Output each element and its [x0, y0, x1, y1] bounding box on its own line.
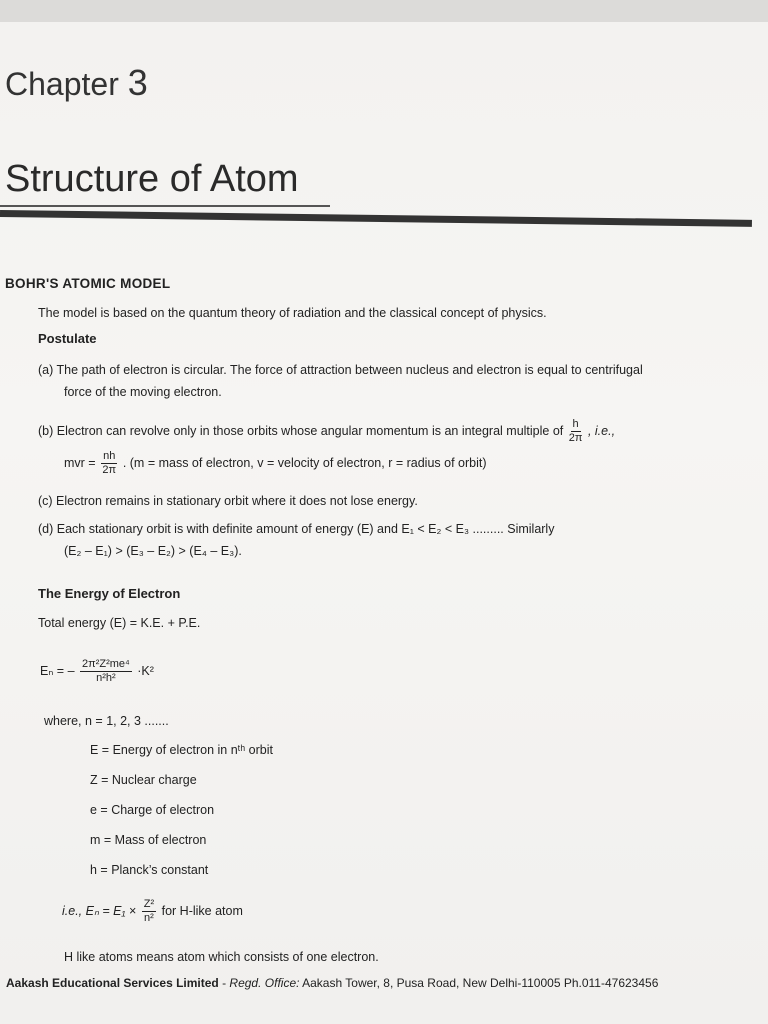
ie-text: , i.e.,: [587, 423, 616, 438]
page-title: Structure of Atom: [5, 158, 299, 200]
fraction-numerator: Z²: [143, 898, 155, 910]
en-tail: ·K²: [137, 663, 154, 678]
def-planck: h = Planck’s constant: [90, 863, 209, 877]
ie-tail: for H-like atom: [161, 903, 243, 918]
postulate-b: [38, 418, 615, 445]
fraction-denominator: n²h²: [96, 672, 116, 684]
page-top-strip: [0, 0, 768, 22]
postulate-a-line1: (a) The path of electron is circular. The force of attraction between nucleus and electron is equal to centrifugal: [38, 363, 643, 377]
h-over-2pi-fraction: [569, 418, 583, 445]
en-lhs: Eₙ = –: [40, 663, 75, 678]
nh-over-2pi-fraction: [101, 450, 117, 477]
chapter-number: 3: [127, 62, 148, 103]
energy-equation: [40, 658, 154, 685]
energy-heading: The Energy of Electron: [38, 586, 181, 601]
mvr-note: . (m = mass of electron, v = velocity of electron, r = radius of orbit): [122, 455, 487, 470]
intro-text: The model is based on the quantum theory of radiation and the classical concept of physics.: [38, 306, 547, 320]
mvr-lhs: mvr =: [64, 455, 96, 470]
energy-fraction: [80, 658, 132, 685]
where-line: where, n = 1, 2, 3 .......: [44, 714, 169, 728]
def-z: Z = Nuclear charge: [90, 773, 197, 787]
fraction-denominator: 2π: [568, 432, 583, 444]
postulate-label: Postulate: [38, 331, 97, 346]
title-underline-thin: [0, 205, 330, 207]
hlike-note: H like atoms means atom which consists of one electron.: [64, 950, 379, 964]
postulate-d-line2: (E₂ – E₁) > (E₃ – E₂) > (E₄ – E₃).: [64, 544, 242, 558]
page-footer: [6, 976, 658, 990]
hlike-equation: [62, 898, 243, 925]
def-mass: m = Mass of electron: [90, 833, 207, 847]
def-charge: e = Charge of electron: [90, 803, 215, 817]
fraction-numerator: nh: [103, 450, 116, 462]
total-energy: Total energy (E) = K.E. + P.E.: [38, 616, 201, 630]
postulate-b-text: (b) Electron can revolve only in those orbits whose angular momentum is an integral multiple of: [38, 423, 564, 438]
z2-over-n2-fraction: [142, 898, 156, 925]
postulate-c: (c) Electron remains in stationary orbit where it does not lose energy.: [38, 494, 418, 508]
section-heading: BOHR'S ATOMIC MODEL: [5, 276, 171, 291]
chapter-heading: [5, 62, 148, 104]
fraction-numerator: h: [572, 418, 579, 430]
footer-separator: -: [218, 976, 230, 990]
footer-address: Aakash Tower, 8, Pusa Road, New Delhi-110005 Ph.011-47623456: [299, 976, 659, 990]
ie-lhs: i.e., Eₙ = E₁ ×: [62, 903, 137, 918]
mvr-equation: [64, 450, 487, 477]
chapter-word: Chapter: [5, 66, 119, 102]
postulate-a-line2: force of the moving electron.: [64, 385, 222, 399]
footer-org: Aakash Educational Services Limited: [6, 976, 219, 990]
footer-office-label: Regd. Office:: [229, 976, 300, 990]
fraction-denominator: 2π: [102, 464, 117, 476]
postulate-d-line1: (d) Each stationary orbit is with definite amount of energy (E) and E₁ < E₂ < E₃ ......... Similarly: [38, 522, 555, 536]
fraction-denominator: n²: [144, 912, 154, 924]
def-e: E = Energy of electron in nᵗʰ orbit: [90, 743, 273, 757]
fraction-numerator: 2π²Z²me⁴: [82, 658, 130, 670]
